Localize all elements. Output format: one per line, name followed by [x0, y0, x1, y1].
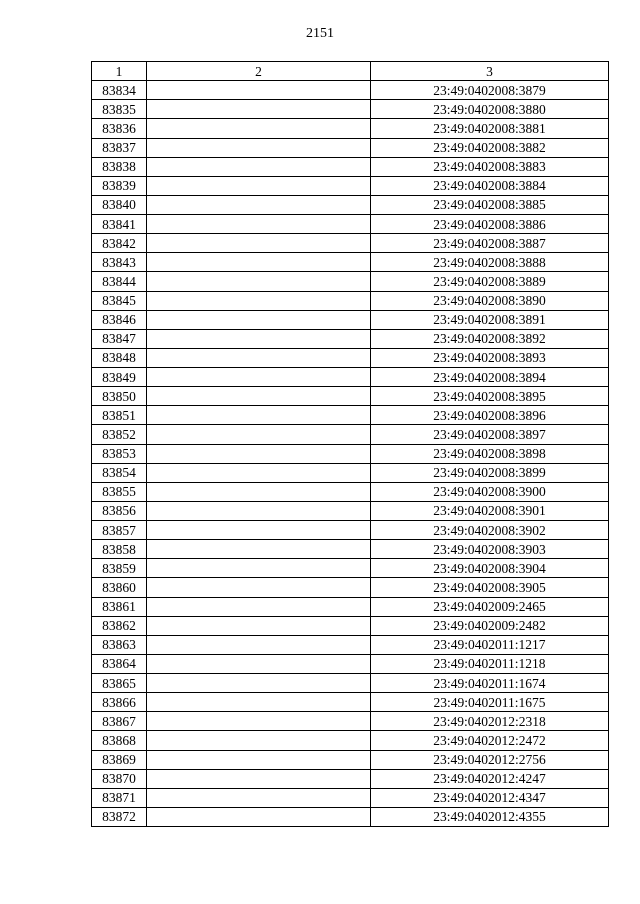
table-row [92, 444, 609, 463]
row-number-cell: 83849 [92, 368, 147, 387]
empty-cell [147, 616, 371, 635]
table-row [92, 425, 609, 444]
cadastral-number-cell: 23:49:0402012:4247 [371, 769, 609, 788]
cadastral-number-cell: 23:49:0402008:3901 [371, 501, 609, 520]
cadastral-number-cell: 23:49:0402011:1218 [371, 654, 609, 673]
row-number-cell: 83861 [92, 597, 147, 616]
cadastral-number-cell: 23:49:0402008:3905 [371, 578, 609, 597]
empty-cell [147, 769, 371, 788]
table-row [92, 731, 609, 750]
table-row [92, 138, 609, 157]
cadastral-number-cell: 23:49:0402008:3891 [371, 310, 609, 329]
empty-cell [147, 788, 371, 807]
cadastral-number-cell: 23:49:0402012:2318 [371, 712, 609, 731]
empty-cell [147, 272, 371, 291]
empty-cell [147, 750, 371, 769]
cadastral-number-cell: 23:49:0402008:3885 [371, 195, 609, 214]
table-row [92, 635, 609, 654]
cadastral-number-cell: 23:49:0402008:3890 [371, 291, 609, 310]
cadastral-number-cell: 23:49:0402008:3886 [371, 215, 609, 234]
table-row [92, 501, 609, 520]
cadastral-number-cell: 23:49:0402011:1217 [371, 635, 609, 654]
table-row [92, 769, 609, 788]
table-row [92, 176, 609, 195]
row-number-cell: 83868 [92, 731, 147, 750]
table-row [92, 348, 609, 367]
row-number-cell: 83870 [92, 769, 147, 788]
table-row [92, 578, 609, 597]
row-number-cell: 83851 [92, 406, 147, 425]
register-table [91, 61, 609, 827]
row-number-cell: 83841 [92, 215, 147, 234]
table-row [92, 482, 609, 501]
table-row [92, 368, 609, 387]
cadastral-number-cell: 23:49:0402008:3887 [371, 234, 609, 253]
row-number-cell: 83858 [92, 540, 147, 559]
row-number-cell: 83842 [92, 234, 147, 253]
row-number-cell: 83846 [92, 310, 147, 329]
empty-cell [147, 540, 371, 559]
cadastral-number-cell: 23:49:0402008:3898 [371, 444, 609, 463]
cadastral-number-cell: 23:49:0402008:3900 [371, 482, 609, 501]
empty-cell [147, 138, 371, 157]
table-row [92, 540, 609, 559]
cadastral-number-cell: 23:49:0402008:3879 [371, 81, 609, 100]
row-number-cell: 83845 [92, 291, 147, 310]
row-number-cell: 83857 [92, 521, 147, 540]
cadastral-number-cell: 23:49:0402008:3880 [371, 100, 609, 119]
empty-cell [147, 176, 371, 195]
row-number-cell: 83852 [92, 425, 147, 444]
row-number-cell: 83862 [92, 616, 147, 635]
empty-cell [147, 329, 371, 348]
empty-cell [147, 100, 371, 119]
empty-cell [147, 425, 371, 444]
table-row [92, 750, 609, 769]
table-row [92, 81, 609, 100]
empty-cell [147, 195, 371, 214]
cadastral-number-cell: 23:49:0402008:3881 [371, 119, 609, 138]
table-row [92, 387, 609, 406]
table-row [92, 215, 609, 234]
row-number-cell: 83859 [92, 559, 147, 578]
empty-cell [147, 406, 371, 425]
row-number-cell: 83853 [92, 444, 147, 463]
cadastral-number-cell: 23:49:0402008:3888 [371, 253, 609, 272]
row-number-cell: 83863 [92, 635, 147, 654]
empty-cell [147, 807, 371, 826]
empty-cell [147, 444, 371, 463]
table-row [92, 654, 609, 673]
row-number-cell: 83867 [92, 712, 147, 731]
table-row [92, 119, 609, 138]
table-row [92, 559, 609, 578]
cadastral-number-cell: 23:49:0402009:2465 [371, 597, 609, 616]
table-row [92, 521, 609, 540]
row-number-cell: 83856 [92, 501, 147, 520]
cadastral-number-cell: 23:49:0402009:2482 [371, 616, 609, 635]
page-number: 2151 [306, 26, 334, 41]
cadastral-number-cell: 23:49:0402011:1675 [371, 693, 609, 712]
header-row [92, 62, 609, 81]
cadastral-number-cell: 23:49:0402012:2472 [371, 731, 609, 750]
table-row [92, 788, 609, 807]
table-row [92, 329, 609, 348]
empty-cell [147, 578, 371, 597]
table-row [92, 157, 609, 176]
cadastral-number-cell: 23:49:0402008:3883 [371, 157, 609, 176]
table-row [92, 693, 609, 712]
row-number-cell: 83855 [92, 482, 147, 501]
empty-cell [147, 731, 371, 750]
cadastral-number-cell: 23:49:0402008:3902 [371, 521, 609, 540]
row-number-cell: 83836 [92, 119, 147, 138]
table-row [92, 463, 609, 482]
empty-cell [147, 310, 371, 329]
table-header [92, 62, 609, 81]
row-number-cell: 83860 [92, 578, 147, 597]
row-number-cell: 83839 [92, 176, 147, 195]
cadastral-number-cell: 23:49:0402008:3894 [371, 368, 609, 387]
table-row [92, 310, 609, 329]
table-row [92, 272, 609, 291]
empty-cell [147, 215, 371, 234]
cadastral-number-cell: 23:49:0402008:3893 [371, 348, 609, 367]
table-row [92, 234, 609, 253]
cadastral-number-cell: 23:49:0402008:3896 [371, 406, 609, 425]
cadastral-number-cell: 23:49:0402008:3904 [371, 559, 609, 578]
row-number-cell: 83837 [92, 138, 147, 157]
row-number-cell: 83848 [92, 348, 147, 367]
empty-cell [147, 693, 371, 712]
table-row [92, 597, 609, 616]
cadastral-number-cell: 23:49:0402008:3889 [371, 272, 609, 291]
column-header-1: 1 [92, 62, 147, 81]
empty-cell [147, 674, 371, 693]
cadastral-number-cell: 23:49:0402012:4347 [371, 788, 609, 807]
cadastral-number-cell: 23:49:0402008:3899 [371, 463, 609, 482]
cadastral-number-cell: 23:49:0402008:3895 [371, 387, 609, 406]
cadastral-number-cell: 23:49:0402008:3892 [371, 329, 609, 348]
table-row [92, 406, 609, 425]
empty-cell [147, 501, 371, 520]
row-number-cell: 83840 [92, 195, 147, 214]
row-number-cell: 83872 [92, 807, 147, 826]
row-number-cell: 83866 [92, 693, 147, 712]
row-number-cell: 83864 [92, 654, 147, 673]
row-number-cell: 83843 [92, 253, 147, 272]
empty-cell [147, 597, 371, 616]
empty-cell [147, 521, 371, 540]
cadastral-number-cell: 23:49:0402008:3903 [371, 540, 609, 559]
empty-cell [147, 482, 371, 501]
row-number-cell: 83835 [92, 100, 147, 119]
table-row [92, 712, 609, 731]
table-row [92, 291, 609, 310]
table-row [92, 616, 609, 635]
empty-cell [147, 654, 371, 673]
table-body [92, 81, 609, 827]
row-number-cell: 83871 [92, 788, 147, 807]
table-row [92, 100, 609, 119]
empty-cell [147, 234, 371, 253]
table-row [92, 195, 609, 214]
empty-cell [147, 291, 371, 310]
cadastral-number-cell: 23:49:0402008:3884 [371, 176, 609, 195]
empty-cell [147, 348, 371, 367]
empty-cell [147, 81, 371, 100]
row-number-cell: 83865 [92, 674, 147, 693]
empty-cell [147, 635, 371, 654]
row-number-cell: 83854 [92, 463, 147, 482]
empty-cell [147, 559, 371, 578]
empty-cell [147, 463, 371, 482]
row-number-cell: 83869 [92, 750, 147, 769]
row-number-cell: 83834 [92, 81, 147, 100]
empty-cell [147, 119, 371, 138]
table-row [92, 253, 609, 272]
cadastral-number-cell: 23:49:0402008:3882 [371, 138, 609, 157]
cadastral-number-cell: 23:49:0402008:3897 [371, 425, 609, 444]
row-number-cell: 83844 [92, 272, 147, 291]
cadastral-number-cell: 23:49:0402012:2756 [371, 750, 609, 769]
cadastral-number-cell: 23:49:0402011:1674 [371, 674, 609, 693]
table-row [92, 807, 609, 826]
row-number-cell: 83838 [92, 157, 147, 176]
column-header-2: 2 [147, 62, 371, 81]
table-row [92, 674, 609, 693]
empty-cell [147, 712, 371, 731]
empty-cell [147, 387, 371, 406]
row-number-cell: 83847 [92, 329, 147, 348]
column-header-3: 3 [371, 62, 609, 81]
empty-cell [147, 368, 371, 387]
row-number-cell: 83850 [92, 387, 147, 406]
empty-cell [147, 253, 371, 272]
empty-cell [147, 157, 371, 176]
cadastral-number-cell: 23:49:0402012:4355 [371, 807, 609, 826]
